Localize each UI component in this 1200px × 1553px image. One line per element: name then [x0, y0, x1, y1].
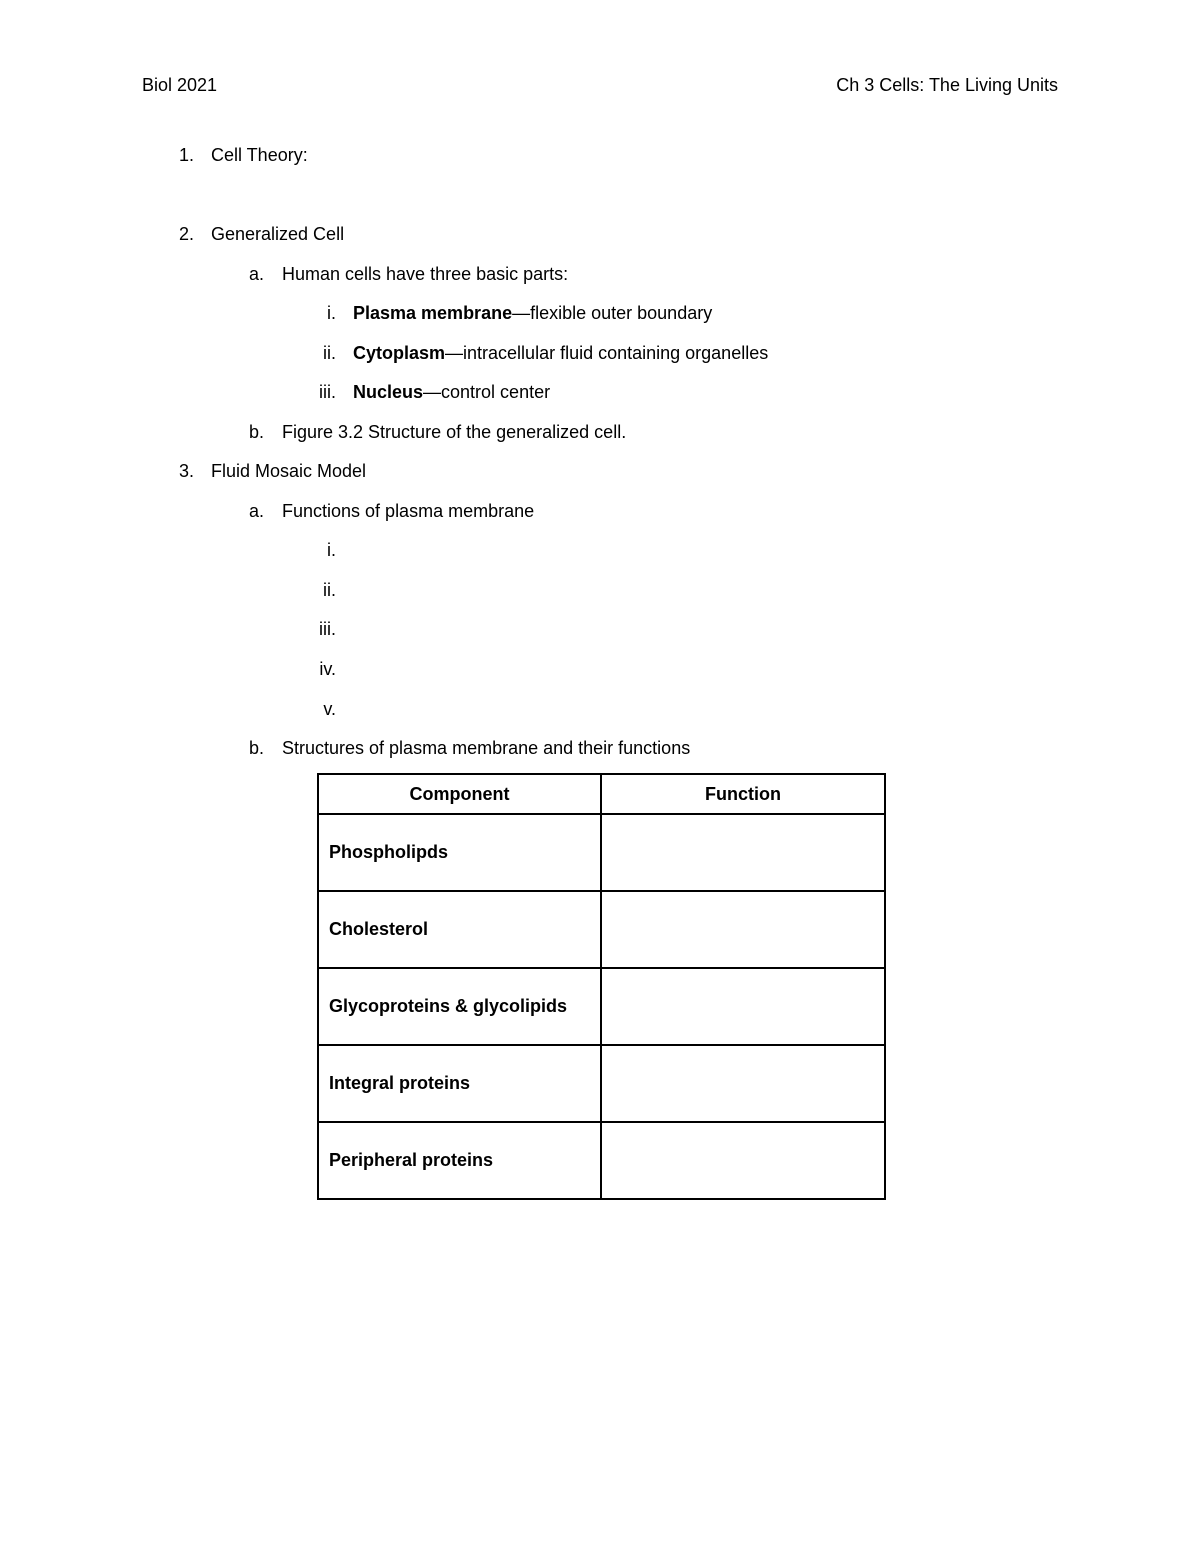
outline-item-2-text: Generalized Cell [211, 224, 345, 244]
term-plasma-membrane: Plasma membrane [353, 303, 513, 323]
outline-item-3a-sub-2: ii. [323, 580, 336, 600]
component-cell: Glycoproteins & glycolipids [318, 968, 601, 1045]
term-nucleus-desc: —control center [423, 382, 551, 402]
function-cell[interactable] [601, 1122, 885, 1199]
outline-item-2a-number: a. [248, 264, 264, 284]
outline-item-2a-i-text [353, 301, 712, 325]
membrane-components-table [317, 773, 886, 1200]
component-cell: Phospholipds [318, 814, 601, 891]
component-cell: Peripheral proteins [318, 1122, 601, 1199]
outline-item-3a-text: Functions of plasma membrane [282, 501, 535, 521]
column-header-component: Component [318, 774, 601, 814]
table-row [318, 1122, 885, 1199]
outline-item-3b-text: Structures of plasma membrane and their functions [282, 738, 691, 758]
outline-item-2a-i-number: i. [327, 303, 336, 323]
outline-item-2b-number: b. [248, 422, 264, 442]
table-row [318, 968, 885, 1045]
term-cytoplasm-desc: —intracellular fluid containing organelles [445, 343, 769, 363]
outline-item-3b-number: b. [248, 738, 264, 758]
outline-item-3a-sub-3: iii. [319, 619, 336, 639]
term-plasma-membrane-desc: —flexible outer boundary [512, 303, 713, 323]
page-header-left: Biol 2021 [142, 75, 218, 95]
outline-item-3a-sub-1: i. [327, 540, 336, 560]
outline-item-1-text: Cell Theory: [211, 145, 308, 165]
table-row [318, 814, 885, 891]
outline-item-2-number: 2. [178, 224, 194, 244]
function-cell[interactable] [601, 968, 885, 1045]
table-header-row [318, 774, 885, 814]
function-cell[interactable] [601, 1045, 885, 1122]
column-header-function: Function [601, 774, 885, 814]
term-nucleus: Nucleus [353, 382, 424, 402]
outline-item-2b-text: Figure 3.2 Structure of the generalized cell. [282, 422, 627, 442]
outline-item-2a-iii-text [353, 380, 550, 404]
page-header-right: Ch 3 Cells: The Living Units [836, 75, 1058, 95]
outline-item-3a-number: a. [248, 501, 264, 521]
term-cytoplasm: Cytoplasm [353, 343, 446, 363]
outline-item-2a-ii-text [353, 341, 768, 365]
table-row [318, 891, 885, 968]
outline-item-3a-sub-5: v. [323, 699, 336, 719]
outline-item-2a-iii-number: iii. [319, 382, 336, 402]
outline-item-1-number: 1. [178, 145, 194, 165]
outline-item-3-text: Fluid Mosaic Model [211, 461, 367, 481]
outline-item-2a-text: Human cells have three basic parts: [282, 264, 569, 284]
component-cell: Cholesterol [318, 891, 601, 968]
component-cell: Integral proteins [318, 1045, 601, 1122]
function-cell[interactable] [601, 814, 885, 891]
table-row [318, 1045, 885, 1122]
outline-item-3-number: 3. [178, 461, 194, 481]
outline-item-3a-sub-4: iv. [319, 659, 336, 679]
outline-item-2a-ii-number: ii. [323, 343, 336, 363]
function-cell[interactable] [601, 891, 885, 968]
